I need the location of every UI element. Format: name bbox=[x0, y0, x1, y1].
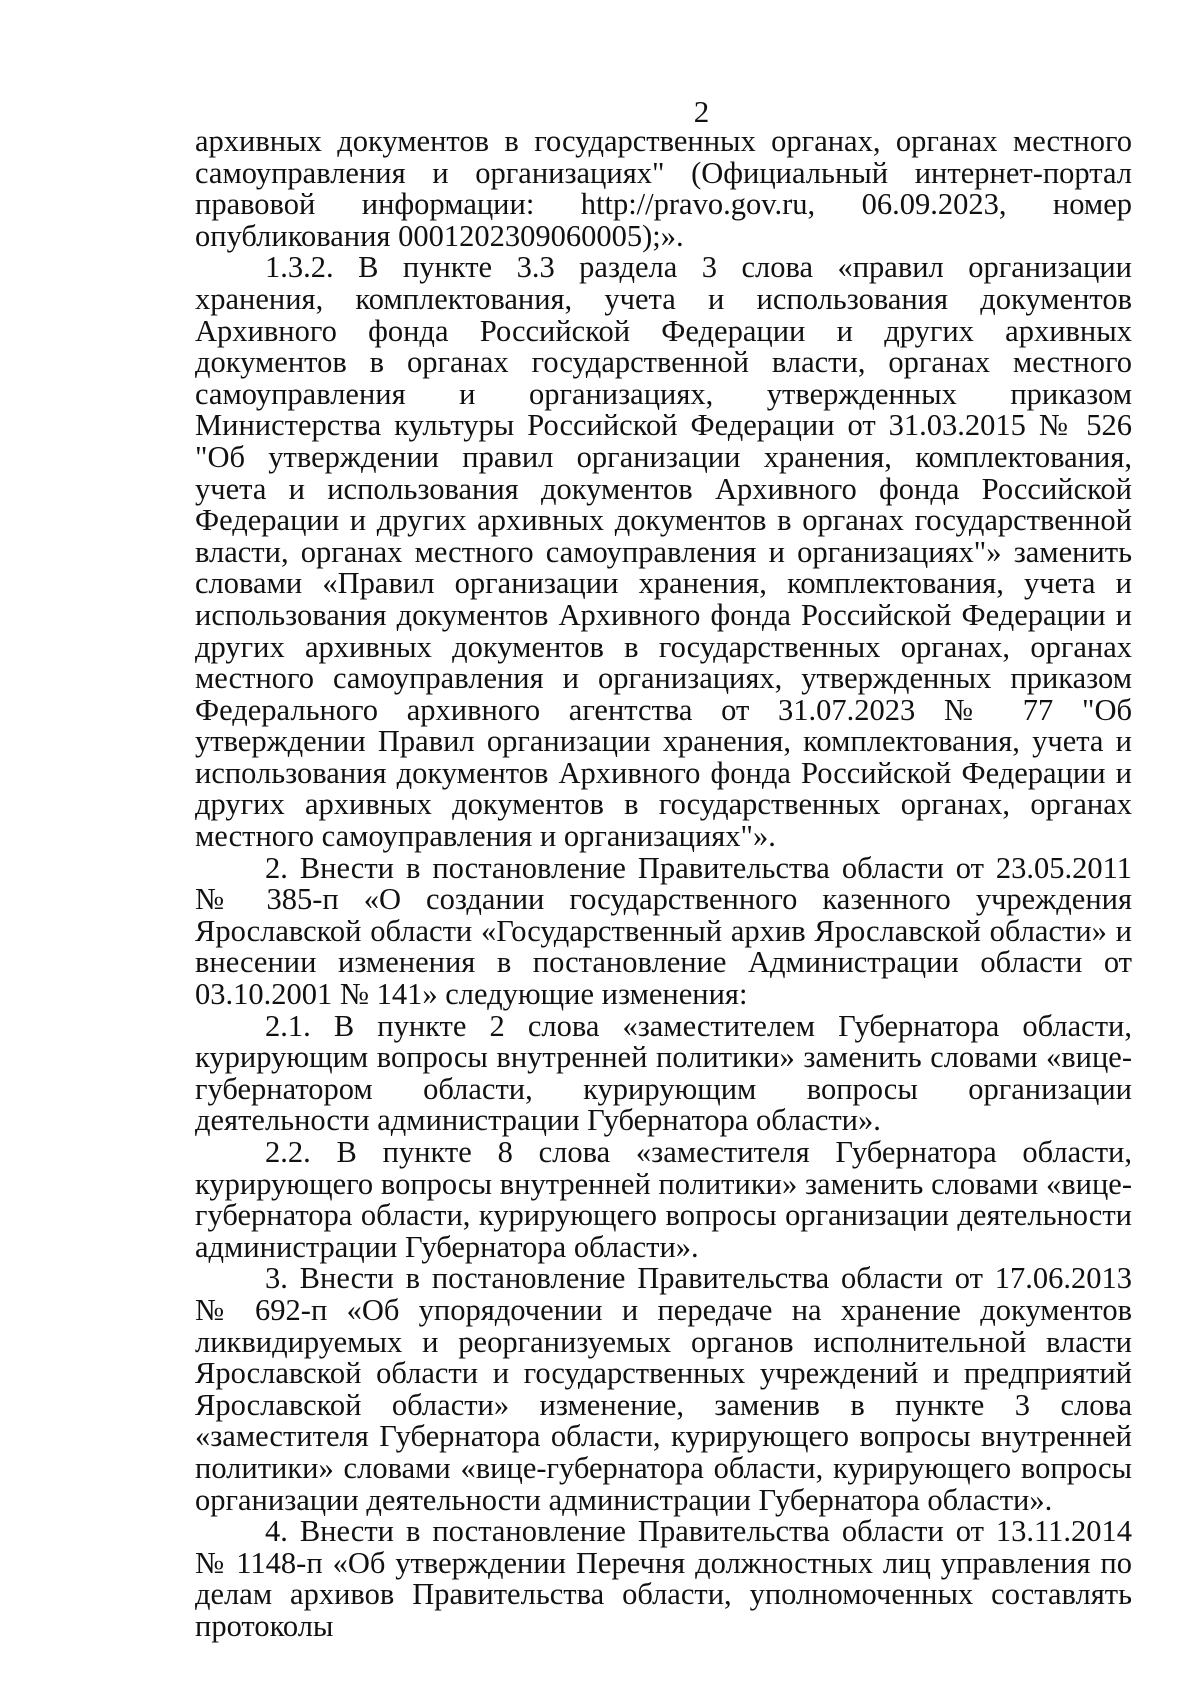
paragraph-1-3-2: 1.3.2. В пункте 3.3 раздела 3 слова «правил организации хранения, комплектования, учета и использования документов Архивного фонда Российской Федерации и других архивных документов в органах государственной власти, органах местного самоуправления и организациях, утвержденных приказом Министерства культуры Российской Федерации от 31.03.2015 № 526 "Об утверждении правил организации хранения, комплектования, учета и использования документов Архивного фонда Российской Федерации и других архивных документов в органах государственной власти, органах местного самоуправления и организациях"» заменить словами «Правил организации хранения, комплектования, учета и использования документов Архивного фонда Российской Федерации и других архивных документов в государственных органах, органах местного самоуправления и организациях, утвержденных приказом Федерального архивного агентства от 31.07.2023 № 77 "Об утверждении Правил организации хранения, комплектования, учета и использования документов Архивного фонда Российской Федерации и других архивных документов в государственных органах, органах местного самоуправления и организациях"». bbox=[195, 250, 1132, 854]
paragraph-2: 2. Внести в постановление Правительства области от 23.05.2011 № 385-п «О создании государственного казенного учреждения Ярославской области «Государственный архив Ярославской области» и внесении изменения в постановление Администрации области от 03.10.2001 № 141» следующие изменения: bbox=[195, 850, 1132, 1012]
page-number: 2 bbox=[693, 94, 710, 129]
paragraph-4: 4. Внести в постановление Правительства области от 13.11.2014 № 1148-п «Об утверждении Перечня должностных лиц управления по делам архивов Правительства области, уполномоченных составлять протоколы bbox=[195, 1514, 1132, 1643]
paragraph-3: 3. Внести в постановление Правительства области от 17.06.2013 № 692-п «Об упорядочении и передаче на хранение документов ликвидируемых и реорганизуемых органов исполнительной власти Ярославской области и государственных учреждений и предприятий Ярославской области» изменение, заменив в пункте 3 слова «заместителя Губернатора области, курирующего вопросы внутренней политики» словами «вице-губернатора области, курирующего вопросы организации деятельности администрации Губернатора области». bbox=[195, 1261, 1132, 1517]
paragraph-2-2: 2.2. В пункте 8 слова «заместителя Губернатора области, курирующего вопросы внутренней политики» заменить словами «вице-губернатора области, курирующего вопросы организации деятельности администрации Губернатора области». bbox=[195, 1135, 1132, 1264]
document-body bbox=[195, 126, 1132, 1643]
paragraph-continuation: архивных документов в государственных органах, органах местного самоуправления и организациях" (Официальный интернет-портал правовой информации: http://pravo.gov.ru, 06.09.2023, номер опубликования 0001202309060005);». bbox=[195, 124, 1132, 253]
paragraph-2-1: 2.1. В пункте 2 слова «заместителем Губернатора области, курирующим вопросы внутренней политики» заменить словами «вице-губернатором области, курирующим вопросы организации деятельности администрации Губернатора области». bbox=[195, 1008, 1132, 1138]
